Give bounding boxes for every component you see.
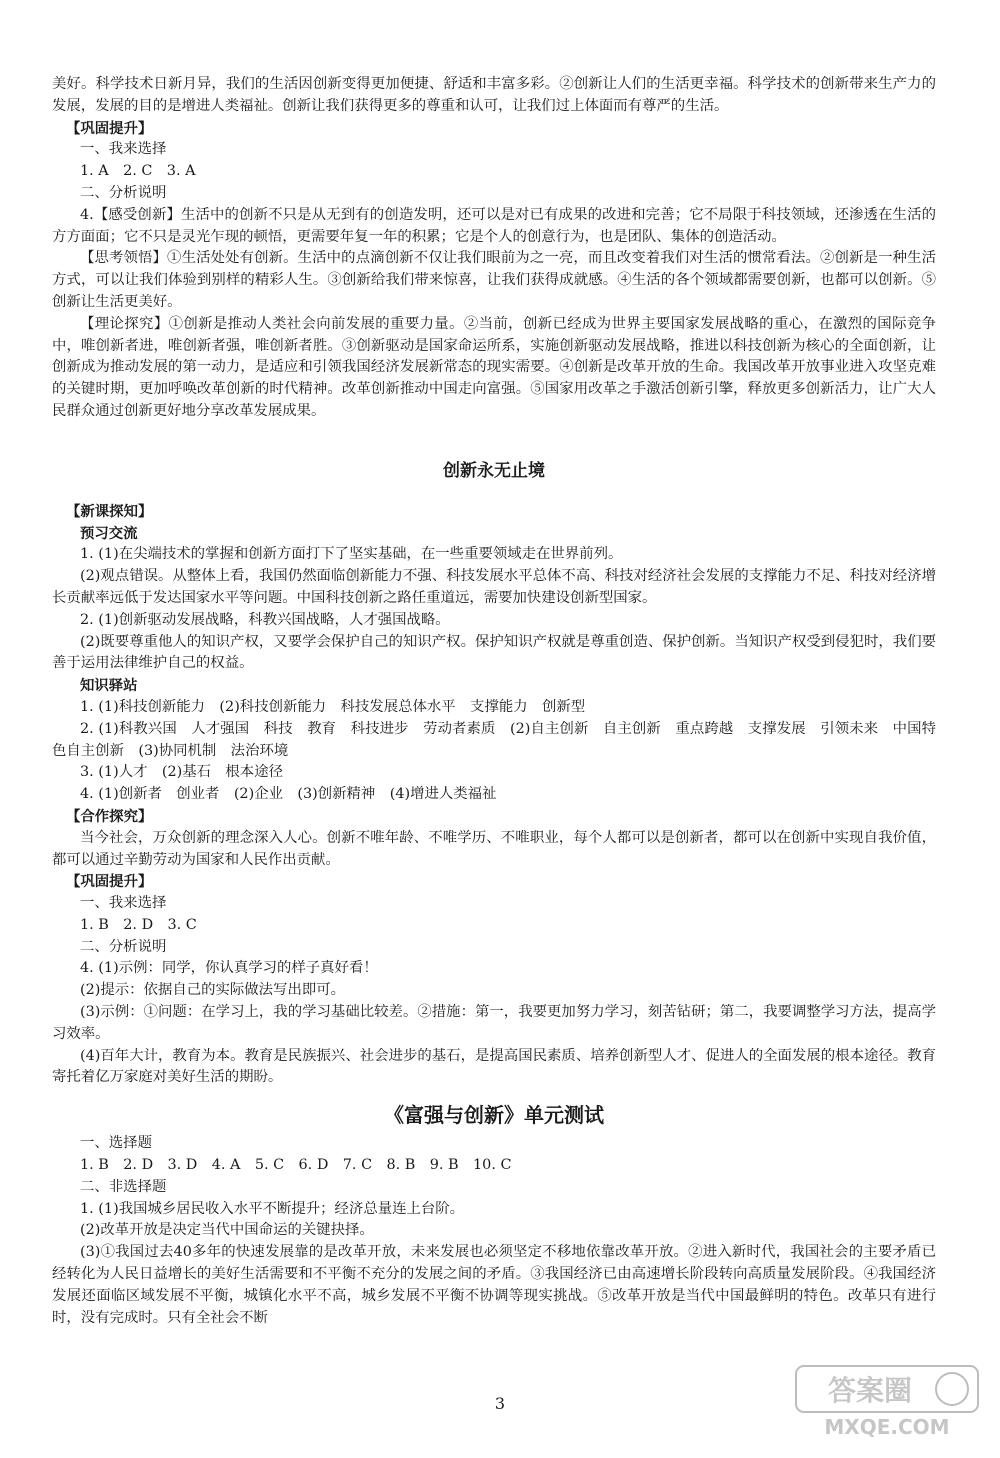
- subsection-title: 一、我来选择: [80, 895, 167, 912]
- answer-line: 1. (1)我国城乡居民收入水平不断提升；经济总量连上台阶。: [80, 1200, 465, 1217]
- answer-line: 3. (1)人才 (2)基石 根本途径: [80, 764, 283, 781]
- section-header-gonggu: 【巩固提升】: [66, 873, 153, 891]
- answer-paragraph: (3)①我国过去40多年的快速发展靠的是改革开放，未来发展也必须坚定不移地依靠改革开放。②进入新时代，我国社会的主要矛盾已经转化为人民日益增长的美好生活需要和不平衡不充分的发展之间的矛盾。③我国经济已由高速增长阶段转向高质量发展阶段。④我国经济发展还面临区域发展不平衡，城镇化水平不高，城乡发展不平衡不协调等现实挑战。⑤改革开放是当代中国最鲜明的特色。改革只有进行时，没有完成时。只有全社会不断: [52, 1244, 936, 1326]
- answer-paragraph: 4.【感受创新】生活中的创新不只是从无到有的创造发明，还可以是对已有成果的改进和完善；它不局限于科技领域，还渗透在生活的方方面面；它不只是灵光乍现的顿悟，更需要年复一年的积累；它是个人的创意行为，也是团队、集体的创造活动。: [52, 206, 936, 245]
- subsection-title: 预习交流: [80, 524, 138, 542]
- page-content: [52, 74, 936, 1329]
- answer-line: (2)改革开放是决定当代中国命运的关键抉择。: [80, 1222, 374, 1239]
- subsection-title: 一、选择题: [80, 1135, 152, 1152]
- answer-line: 1. B 2. D 3. C: [80, 916, 197, 933]
- answer-paragraph: (3)示例：①问题：在学习上，我的学习基础比较差。②措施：第一，我要更加努力学习，刻苦钻研；第二，我要调整学习方法，提高学习效率。: [52, 1004, 936, 1042]
- intro-paragraph: 美好。科学技术日新月异，我们的生活因创新变得更加便捷、舒适和丰富多彩。②创新让人们的生活更幸福。科学技术的创新带来生产力的发展，发展的目的是增进人类福祉。创新让我们获得更多的尊重和认可，让我们过上体面而有尊严的生活。: [52, 76, 936, 114]
- answer-paragraph: 【思考领悟】①生活处处有创新。生活中的点滴创新不仅让我们眼前为之一亮，而且改变着我们对生活的惯常看法。②创新是一种生活方式，可以让我们体验到别样的精彩人生。③创新给我们带来惊喜，让我们获得成就感。④生活的各个领域都需要创新，也都可以创新。⑤创新让生活更美好。: [52, 250, 936, 310]
- subsection-title: 一、我来选择: [80, 141, 167, 158]
- page-number: 3: [494, 1394, 506, 1413]
- watermark-circle: [936, 1373, 968, 1405]
- subsection-title: 二、分析说明: [80, 184, 167, 201]
- subsection-title: 二、分析说明: [80, 938, 167, 955]
- answer-line: 4. (1)创新者 创业者 (2)企业 (3)创新精神 (4)增进人类福祉: [80, 786, 497, 803]
- watermark-logo: [792, 1362, 982, 1440]
- answer-line: 1. A 2. C 3. A: [80, 163, 196, 180]
- watermark-text-top: 答案圈: [827, 1374, 913, 1407]
- subsection-title: 知识驿站: [80, 677, 138, 695]
- section-header-gonggu: 【巩固提升】: [66, 119, 153, 137]
- answer-paragraph: (2)既要尊重他人的知识产权，又要学会保护自己的知识产权。保护知识产权就是尊重创造、保护创新。当知识产权受到侵犯时，我们要善于运用法律维护自己的权益。: [52, 633, 936, 672]
- answer-line: (2)提示：依据自己的实际做法写出即可。: [80, 982, 346, 999]
- section-title: 创新永无止境: [443, 460, 545, 481]
- answer-line: 4. (1)示例：同学，你认真学习的样子真好看！: [80, 960, 378, 977]
- answer-paragraph: 1. (1)在尖端技术的掌握和创新方面打下了坚实基础，在一些重要领域走在世界前列。: [80, 546, 623, 563]
- answer-paragraph: 2. (1)科教兴国 人才强国 科技 教育 科技进步 劳动者素质 (2)自主创新 自主创新 重点跨越 支撑发展 引领未来 中国特色自主创新 (3)协同机制 法治环境: [52, 720, 936, 759]
- section-header-xinke: 【新课探知】: [66, 502, 153, 520]
- answer-paragraph: (4)百年大计，教育为本。教育是民族振兴、社会进步的基石，是提高国民素质、培养创新型人才、促进人的全面发展的根本途径。教育寄托着亿万家庭对美好生活的期盼。: [52, 1047, 936, 1086]
- unit-test-title: 《富强与创新》单元测试: [384, 1103, 604, 1128]
- answer-paragraph: (2)观点错误。从整体上看，我国仍然面临创新能力不强、科技发展水平总体不高、科技对经济社会发展的支撑能力不足、科技对经济增长贡献率远低于发达国家水平等问题。中国科技创新之路任重道远，需要加快建设创新型国家。: [52, 568, 936, 606]
- answer-paragraph: 当今社会，万众创新的理念深入人心。创新不唯年龄、不唯学历、不唯职业，每个人都可以是创新者，都可以在创新中实现自我价值，都可以通过辛勤劳动为国家和人民作出贡献。: [52, 829, 936, 868]
- watermark-text-bottom: MXQE.COM: [824, 1415, 950, 1439]
- answer-paragraph: 【理论探究】①创新是推动人类社会向前发展的重要力量。②当前，创新已经成为世界主要国家发展战略的重心，在激烈的国际竞争中，唯创新者进，唯创新者强，唯创新者胜。③创新驱动是国家命运所系，实施创新驱动发展战略，推进以科技创新为核心的全面创新，让创新成为推动发展的第一动力，是适应和引领我国经济发展新常态的现实需要。④创新是改革开放的生命。我国改革开放事业进入攻坚克难的关键时期，更加呼唤改革创新的时代精神。改革创新推动中国走向富强。⑤国家用改革之手激活创新引擎，释放更多创新活力，让广大人民群众通过创新更好地分享改革发展成果。: [52, 315, 936, 419]
- subsection-title: 二、非选择题: [80, 1178, 167, 1195]
- answer-paragraph: 2. (1)创新驱动发展战略，科教兴国战略，人才强国战略。: [80, 611, 450, 628]
- section-header-hezuo: 【合作探究】: [66, 807, 153, 825]
- answer-line: 1. (1)科技创新能力 (2)科技创新能力 科技发展总体水平 支撑能力 创新型: [80, 698, 586, 715]
- answer-line: 1. B 2. D 3. D 4. A 5. C 6. D 7. C 8. B 9. B 10. C: [80, 1157, 512, 1174]
